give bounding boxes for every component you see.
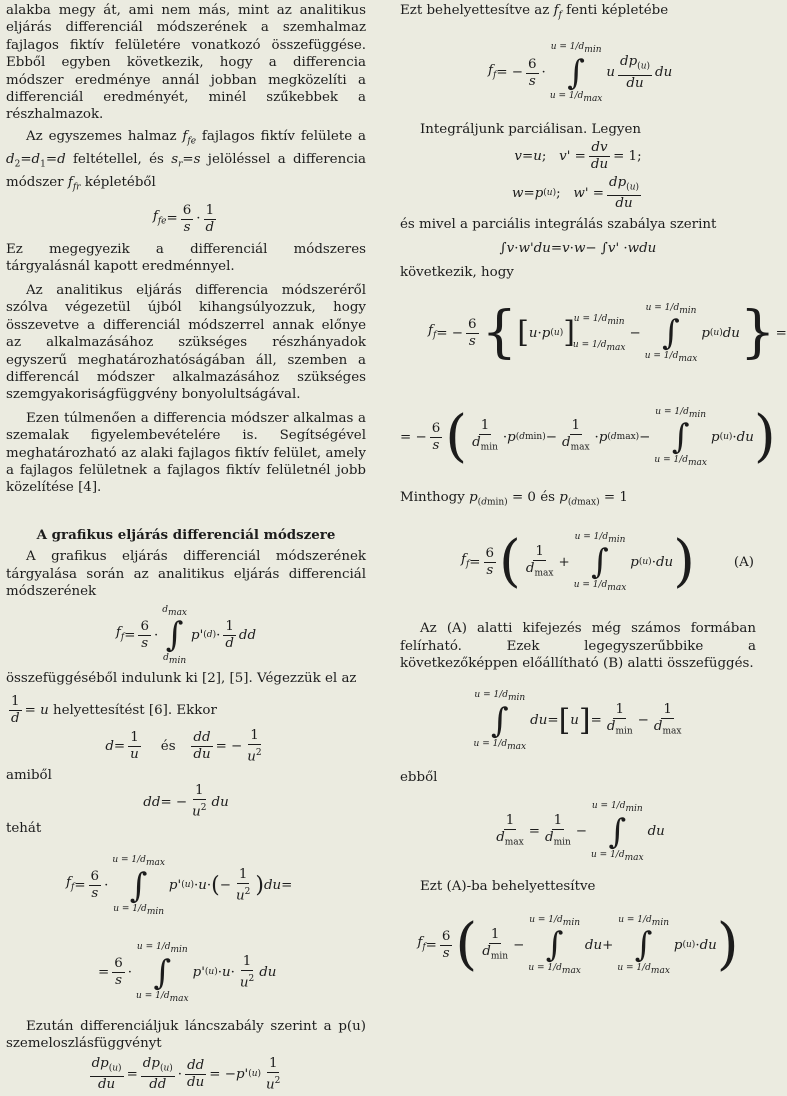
paragraph: és mivel a parciális integrálás szabálya szerint <box>400 217 717 233</box>
word-tehat: tehát <box>6 821 42 837</box>
paragraph-minthogy: Minthogy $p_{(dmin)} = 0$ és $p_{(dmax)} = 1$ <box>400 490 628 508</box>
equation-d-u: d = $\frac{1}{u}$ és $\frac{dd}{du}$ = − $\frac{1}{u^2}$ <box>105 728 262 765</box>
left-column <box>6 0 366 1096</box>
paragraph: Ezt behelyettesítve az $f_f$ fenti képletébe <box>400 3 669 21</box>
equation-ff-dp: $f_f$ = − $\frac{6}{s}$ · $u = 1/d_{min}$ ∫ $u = 1/d_{max}$ u $\frac{dp_{(u)}}{du}$ du <box>488 42 673 104</box>
equation-one-over-dmax: $\frac{1}{d_{max}}$ = $\frac{1}{d_{min}}$ − $u = 1/d_{min}$ ∫ $u = 1/d_{max}$ du <box>496 801 665 863</box>
equation-du: $u = 1/d_{min}$ ∫ $u = 1/d_{max}$ du = [ u ] = $\frac{1}{d_{min}}$ − $\frac{1}{d_{max}}$ <box>473 689 682 752</box>
equation-ff-integral-u-1: $f_f$ = $\frac{6}{s}$ · $u = 1/d_{max}$ ∫ $u = 1/d_{min}$ p ' (u) · u · ( − $\frac{1}{u^2}$ ) du = <box>66 854 293 917</box>
equation-B: $f_f$ = $\frac{6}{s}$ ( $\frac{1}{d_{min}}$ − $u = 1/d_{min}$ ∫ $u = 1/d_{max}$ du + $u = 1/d_{min}$ ∫ $u = 1/d_{max}$ p (u) · du ) <box>417 912 739 978</box>
equation-ff-partial: $f_f$ = − $\frac{6}{s}$ { [ u · p (u) ] $u = 1/d_{min}$ $u = 1/d_{max}$ − $u = 1/d_{min}$ ∫ $u = 1/d_{max}$ p (u) du } = <box>428 300 787 366</box>
paragraph: Az (A) alatti kifejezés még számos formában felírható. Ezek legegyszerűbbike a következőképpen előállítható (B) alatti összefüggés. <box>400 621 756 672</box>
equation-ff-integral-u-2: = $\frac{6}{s}$ · $u = 1/d_{min}$ ∫ $u = 1/d_{max}$ p ' (u) · u · $\frac{1}{u^2}$ du <box>98 941 277 1004</box>
equation-label: (A) <box>733 554 754 570</box>
paragraph: alakba megy át, ami nem más, mint az analitikus eljárás differenciál módszerének a szemhalmaz fajlagos fiktív felületére vonatkozó összefüggése. Ebből egyben következik, hogy a differencia módszer eredménye annál jobban megközelíti a differenciál eredményét, minél szűkebbek a részhalmazok. <box>6 3 366 123</box>
equation-w: w = p (u) ; w ' = $\frac{dp_{(u)}}{du}$ <box>511 174 639 212</box>
paragraph: A grafikus eljárás differenciál módszerének tárgyalása során az analitikus eljárás differenciál módszerének <box>6 549 366 599</box>
paragraph: Integráljunk parciálisan. Legyen <box>420 122 642 138</box>
equation-ff-integral-d: $f_f$ = $\frac{6}{s}$ · $d_{max}$ ∫ $d_{min}$ p ' (d) · $\frac{1}{d}$ dd <box>115 604 257 667</box>
right-column <box>400 0 787 995</box>
equation-integration-by-parts: ∫ v · w ' du = v · w − ∫ v ' · wdu <box>499 241 657 257</box>
section-heading: A grafikus eljárás differenciál módszere <box>36 526 336 543</box>
paragraph: Ezen túlmenően a differencia módszer alkalmas a szemalak figyelembevételére is. Segítségével meghatározható az alaki fajlagos fiktív felület, amely a fajlagos felületnek a fajlagos fiktív felületnél jobb közelítése [4]. <box>6 410 366 496</box>
paragraph-fe-definition: Az egyszemes halmaz $f_{fe}$ fajlagos fiktív felülete a $d_2=d_1=d$ feltétellel, és $s_r=s$ jelöléssel a differencia módszer $f_{fr}$ képletéből <box>6 128 366 193</box>
equation-ff-expanded: = − $\frac{6}{s}$ ( $\frac{1}{d_{min}}$ · p (dmin) − $\frac{1}{d_{max}}$ · p (dmax) − $u = 1/d_{min}$ ∫ $u = 1/d_{max}$ p (u) · du ) <box>400 404 776 470</box>
paragraph: Ez megegyezik a differenciál módszeres tárgyalásnál kapott eredménnyel. <box>6 242 366 275</box>
paragraph: Ezután differenciáljuk láncszabály szerint a p(u) szemeloszlásfüggvényt <box>6 1018 366 1052</box>
paragraph: következik, hogy <box>400 264 514 280</box>
equation-chain-rule: $\frac{dp_{(u)}}{du}$ = $\frac{dp_{(u)}}{dd}$ · $\frac{dd}{du}$ = − p ' (u) $\frac{1}{u^2}$ <box>91 1055 281 1093</box>
word-ebbol: ebből <box>400 769 438 785</box>
equation-A: $f_f$ = $\frac{6}{s}$ ( $\frac{1}{d_{max}}$ + $u = 1/d_{min}$ ∫ $u = 1/d_{max}$ p (u) · du ) (A) <box>460 529 754 595</box>
paragraph: Az analitikus eljárás differencia módszeréről szólva végezetül újból kihangsúlyozzuk, hogy összevetve a differenciál módszerrel annak előnye az alkalmazásához szükséges részhányadok egyszerű meghatározhatóságában áll, szemben a differencál módszer alkalmazásához szükséges szemgyakoriságfüggvény bonyolultságával. <box>6 282 366 403</box>
word-amibol: amiből <box>6 767 52 783</box>
equation-dd: dd = − $\frac{1}{u^2}$ du <box>143 783 229 820</box>
paragraph: Ezt (A)-ba behelyettesítve <box>420 879 596 894</box>
equation-ffe: $f_{fe}$ = $\frac{6}{s}$ · $\frac{1}{d}$ <box>152 202 215 235</box>
paragraph: összefüggéséből indulunk ki [2], [5]. Végezzük el az <box>6 671 357 687</box>
substitution-line: $\frac{1}{d}$ = u helyettesítést [6]. Ekkor <box>11 693 217 726</box>
equation-v: v = u ; v ' = $\frac{dv}{du}$ = 1; <box>514 139 642 172</box>
